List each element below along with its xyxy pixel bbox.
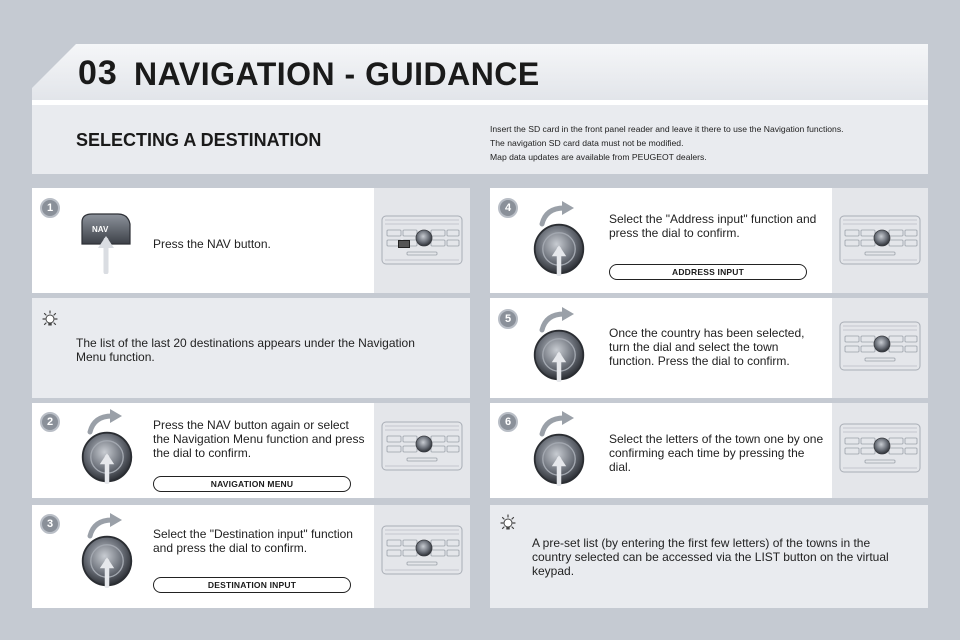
nav-button-icon bbox=[78, 210, 134, 274]
tip-2-badge bbox=[498, 514, 518, 534]
radio-front-panel-icon bbox=[381, 416, 463, 476]
step-3-badge: 3 bbox=[40, 514, 60, 534]
rotary-dial-icon bbox=[532, 222, 586, 276]
intro-line: The navigation SD card data must not be modified. bbox=[490, 138, 684, 148]
tip-1-badge bbox=[40, 310, 60, 330]
rotary-dial-icon bbox=[532, 432, 586, 486]
step-1-text: Press the NAV button. bbox=[153, 237, 271, 251]
lightbulb-icon bbox=[40, 310, 60, 330]
step-5-text: Once the country has been selected, turn the dial and select the town function. Press the dial to confirm. bbox=[609, 326, 805, 368]
radio-front-panel-icon bbox=[381, 520, 463, 580]
nav-key-highlight bbox=[398, 240, 410, 248]
step-4-text: Select the "Address input" function and press the dial to confirm. bbox=[609, 212, 817, 240]
step-1-badge: 1 bbox=[40, 198, 60, 218]
step-4-badge: 4 bbox=[498, 198, 518, 218]
page-title: NAVIGATION - GUIDANCE bbox=[134, 56, 540, 92]
radio-front-panel-icon bbox=[381, 210, 463, 270]
intro-line: Insert the SD card in the front panel reader and leave it there to use the Navigation functions. bbox=[490, 124, 844, 134]
step-6-text: Select the letters of the town one by one confirming each time by pressing the dial. bbox=[609, 432, 824, 474]
radio-front-panel-icon bbox=[839, 210, 921, 270]
tip-1-text: The list of the last 20 destinations appears under the Navigation Menu function. bbox=[76, 336, 415, 364]
step-2-text: Press the NAV button again or select the Navigation Menu function and press the dial to confirm. bbox=[153, 418, 365, 460]
lightbulb-icon bbox=[498, 514, 518, 534]
radio-front-panel-icon bbox=[839, 316, 921, 376]
tip-2-text: A pre-set list (by entering the first few letters) of the towns in the country selected can be accessed via the LIST button on the virtual keypad. bbox=[532, 536, 889, 578]
navigation-menu-label: NAVIGATION MENU bbox=[153, 476, 351, 492]
step-3-text: Select the "Destination input" function and press the dial to confirm. bbox=[153, 527, 353, 555]
section-title: SELECTING A DESTINATION bbox=[76, 130, 322, 150]
rotary-dial-icon bbox=[80, 430, 134, 484]
rotary-dial-icon bbox=[532, 328, 586, 382]
step-2-badge: 2 bbox=[40, 412, 60, 432]
destination-input-label: DESTINATION INPUT bbox=[153, 577, 351, 593]
step-5-badge: 5 bbox=[498, 309, 518, 329]
intro-line: Map data updates are available from PEUGEOT dealers. bbox=[490, 152, 707, 162]
radio-front-panel-icon bbox=[839, 418, 921, 478]
svg-text:NAV: NAV bbox=[92, 225, 109, 234]
step-6-badge: 6 bbox=[498, 412, 518, 432]
address-input-label: ADDRESS INPUT bbox=[609, 264, 807, 280]
header-corner bbox=[32, 44, 76, 88]
chapter-number: 03 bbox=[78, 54, 118, 92]
header-separator bbox=[32, 100, 928, 105]
rotary-dial-icon bbox=[80, 534, 134, 588]
intro-text bbox=[490, 122, 910, 164]
